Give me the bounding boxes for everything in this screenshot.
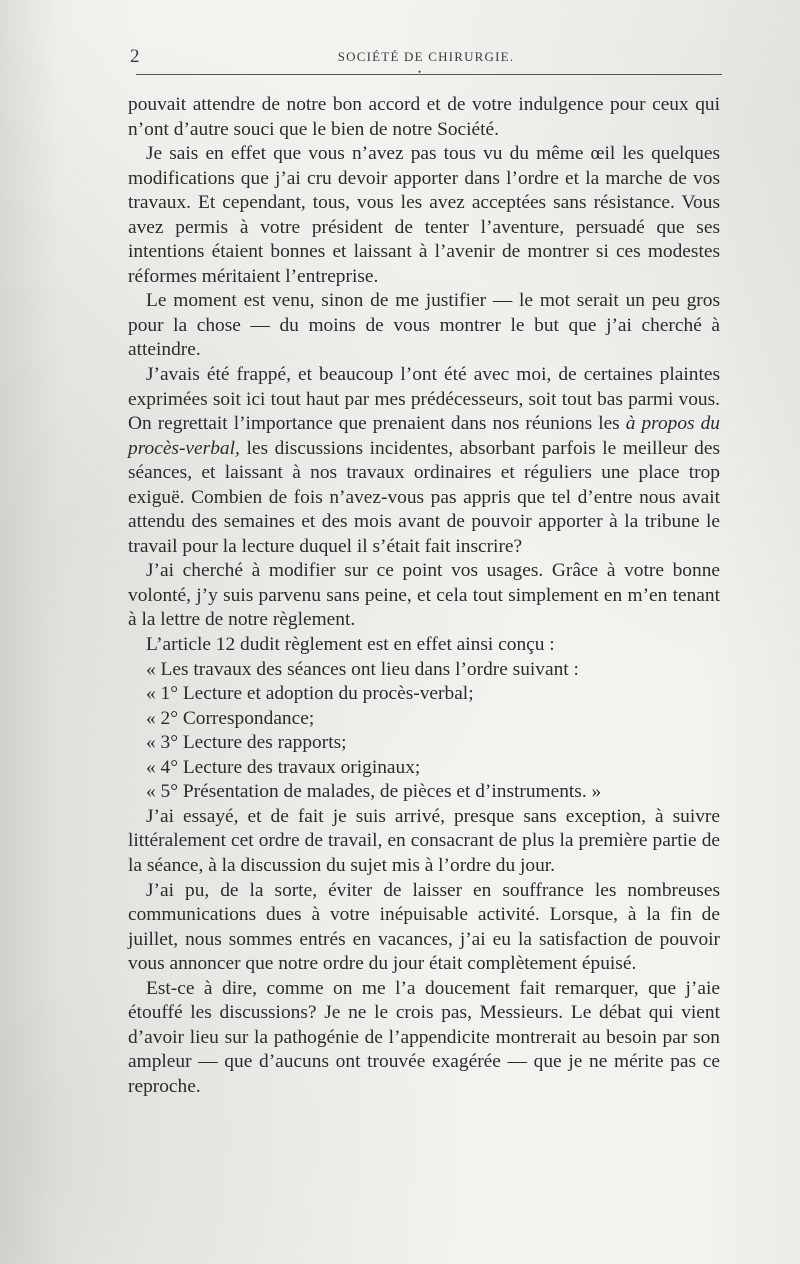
header-rule [136,74,722,75]
paragraph-1: pouvait attendre de notre bon accord et de votre indulgence pour ceux qui n’ont d’autre souci que le bien de notre Société. [128,94,720,140]
quote-line-4: « 3° Lecture des rapports; [146,732,347,754]
paragraph-9: Est-ce à dire, comme on me l’a doucement fait remarquer, que j’aie étouffé les discussions? Je ne le crois pas, Messieurs. Le débat qui vient d’avoir lieu sur la pathogénie de l’appendicite montrerait au besoin par son ampleur — que d’aucuns ont trouvée exagérée — que je ne mérite pas ce reproche. [128,977,720,1097]
body-text [128,93,720,1099]
quote-line-6: « 5° Présentation de malades, de pièces et d’instruments. » [146,781,602,803]
paragraph-5: J’ai cherché à modifier sur ce point vos usages. Grâce à votre bonne volonté, j’y suis parvenu sans peine, et cela tout simplement en m’en tenant à la lettre de notre règlement. [128,560,720,631]
paragraph-8: J’ai pu, de la sorte, éviter de laisser en souffrance les nombreuses communications dues à votre inépuisable activité. Lorsque, à la fin de juillet, nous sommes entrés en vacances, j’ai eu la satisfaction de pouvoir vous annoncer que notre ordre du jour était complètement épuisé. [128,879,720,975]
paragraph-6: L’article 12 dudit règlement est en effet ainsi conçu : [146,634,555,656]
paragraph-4 [128,363,720,559]
paragraph-4-end: les discussions incidentes, absorbant parfois le meilleur des séances, et laissant à nos travaux ordinaires et réguliers une place trop exiguë. Combien de fois n’avez-vous pas appris que tel d’entre nous avait attendu des semaines et des mois avant de pouvoir apporter à la tribune le travail pour la lecture duquel il s’était fait inscrire? [128,437,720,557]
quote-line-5: « 4° Lecture des travaux originaux; [146,756,421,778]
paragraph-7: J’ai essayé, et de fait je suis arrivé, presque sans exception, à suivre littéralement cet ordre de travail, en consacrant de plus la première partie de la séance, à la discussion du sujet mis à l’ordre du jour. [128,805,720,876]
running-head: SOCIÉTÉ DE CHIRURGIE. [337,49,515,64]
paragraph-4-start: J’avais été frappé, et beaucoup l’ont été avec moi, de certaines plaintes exprimées soit ici tout haut par mes prédécesseurs, soit tout bas parmi vous. On regrettait l’importance que prenaient dans nos réunions les [128,364,720,435]
paragraph-2: Je sais en effet que vous n’avez pas tous vu du même œil les quelques modifications que j’ai cru devoir apporter dans l’ordre et la marche de vos travaux. Et cependant, tous, vous les avez acceptées sans résistance. Vous avez permis à votre président de tenter l’aventure, persuadé que ses intentions étaient bonnes et laissant à l’avenir de montrer si ces modestes réformes méritaient l’entreprise. [128,143,720,287]
paragraph-4-italic: à propos du procès-verbal, [128,413,721,459]
paragraph-3: Le moment est venu, sinon de me justifier — le mot serait un peu gros pour la chose — du moins de vous montrer le but que j’ai cherché à atteindre. [128,290,720,361]
rule-ornament: • [418,67,422,77]
quote-line-2: « 1° Lecture et adoption du procès-verbal; [146,683,474,705]
quote-line-1: « Les travaux des séances ont lieu dans l’ordre suivant : [146,658,579,680]
quote-line-3: « 2° Correspondance; [146,707,315,729]
page-number: 2 [130,46,140,67]
page-header [130,46,722,70]
